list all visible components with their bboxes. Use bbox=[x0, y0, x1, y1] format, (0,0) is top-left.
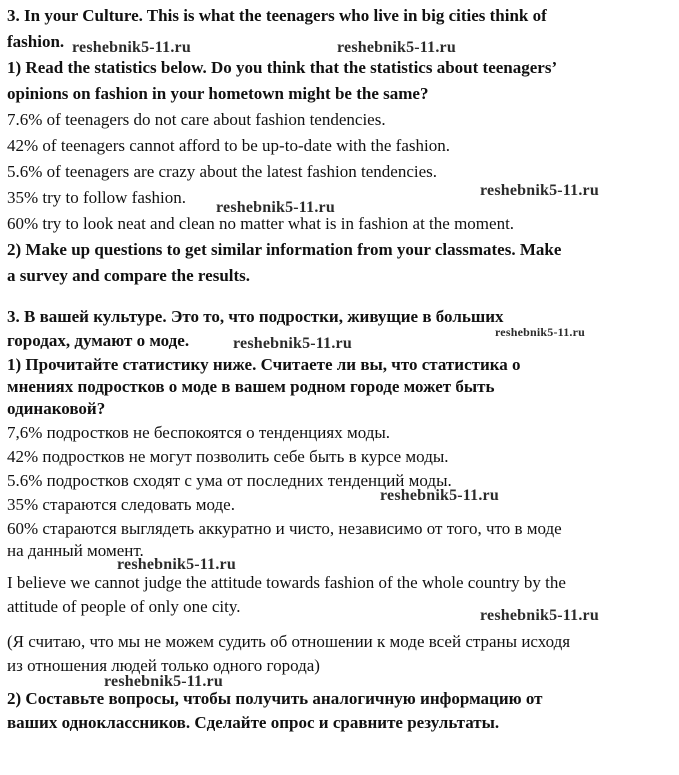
watermark: reshebnik5-11.ru bbox=[233, 335, 352, 352]
translation-line2: из отношения людей только одного города) bbox=[7, 656, 320, 675]
russian-stat-5-cont: на данный момент. bbox=[7, 541, 144, 560]
english-stat-2: 42% of teenagers cannot afford to be up-to-date with the fashion. bbox=[7, 136, 450, 155]
russian-heading-line2: городах, думают о моде. bbox=[7, 331, 190, 350]
russian-stat-1: 7,6% подростков не беспокоятся о тенденциях моды. bbox=[7, 423, 391, 442]
watermark: reshebnik5-11.ru bbox=[337, 39, 456, 56]
answer-line2: attitude of people of only one city. bbox=[7, 597, 241, 616]
watermark: reshebnik5-11.ru bbox=[480, 607, 599, 624]
english-heading-line2: fashion. bbox=[7, 32, 65, 51]
english-stat-5: 60% try to look neat and clean no matter what is in fashion at the moment. bbox=[7, 214, 515, 233]
russian-task1-line1: 1) Прочитайте статистику ниже. Считаете ли вы, что статистика о bbox=[7, 355, 521, 374]
watermark: reshebnik5-11.ru bbox=[117, 556, 236, 573]
russian-stat-5: 60% стараются выглядеть аккуратно и чисто, независимо от того, что в моде bbox=[7, 519, 562, 538]
russian-task1-line3: одинаковой? bbox=[7, 399, 106, 418]
english-task1-line2: opinions on fashion in your hometown might be the same? bbox=[7, 84, 429, 103]
russian-heading-line1: 3. В вашей культуре. Это то, что подростки, живущие в больших bbox=[7, 307, 504, 326]
russian-task2-line2: ваших одноклассников. Сделайте опрос и сравните результаты. bbox=[7, 713, 500, 732]
russian-stat-4: 35% стараются следовать моде. bbox=[7, 495, 235, 514]
english-stat-4: 35% try to follow fashion. bbox=[7, 188, 186, 207]
english-stat-1: 7.6% of teenagers do not care about fashion tendencies. bbox=[7, 110, 386, 129]
english-task1-line1: 1) Read the statistics below. Do you think that the statistics about teenagers’ bbox=[7, 58, 558, 77]
watermark: reshebnik5-11.ru bbox=[104, 673, 223, 690]
watermark: reshebnik5-11.ru bbox=[495, 325, 585, 339]
russian-task2-line1: 2) Составьте вопросы, чтобы получить аналогичную информацию от bbox=[7, 689, 543, 708]
english-heading-line1: 3. In your Culture. This is what the teenagers who live in big cities think of bbox=[7, 6, 547, 25]
russian-stat-2: 42% подростков не могут позволить себе быть в курсе моды. bbox=[7, 447, 449, 466]
translation-line1: (Я считаю, что мы не можем судить об отношении к моде всей страны исходя bbox=[7, 632, 571, 651]
russian-task1-line2: мнениях подростков о моде в вашем родном городе может быть bbox=[7, 377, 495, 396]
russian-stat-3: 5.6% подростков сходят с ума от последних тенденций моды. bbox=[7, 471, 452, 490]
watermark: reshebnik5-11.ru bbox=[480, 182, 599, 199]
english-stat-3: 5.6% of teenagers are crazy about the latest fashion tendencies. bbox=[7, 162, 438, 181]
english-task2-line1: 2) Make up questions to get similar information from your classmates. Make bbox=[7, 240, 562, 259]
watermark: reshebnik5-11.ru bbox=[72, 39, 191, 56]
english-task2-line2: a survey and compare the results. bbox=[7, 266, 251, 285]
watermark: reshebnik5-11.ru bbox=[380, 487, 499, 504]
answer-line1: I believe we cannot judge the attitude towards fashion of the whole country by the bbox=[7, 573, 566, 592]
watermark: reshebnik5-11.ru bbox=[216, 199, 335, 216]
